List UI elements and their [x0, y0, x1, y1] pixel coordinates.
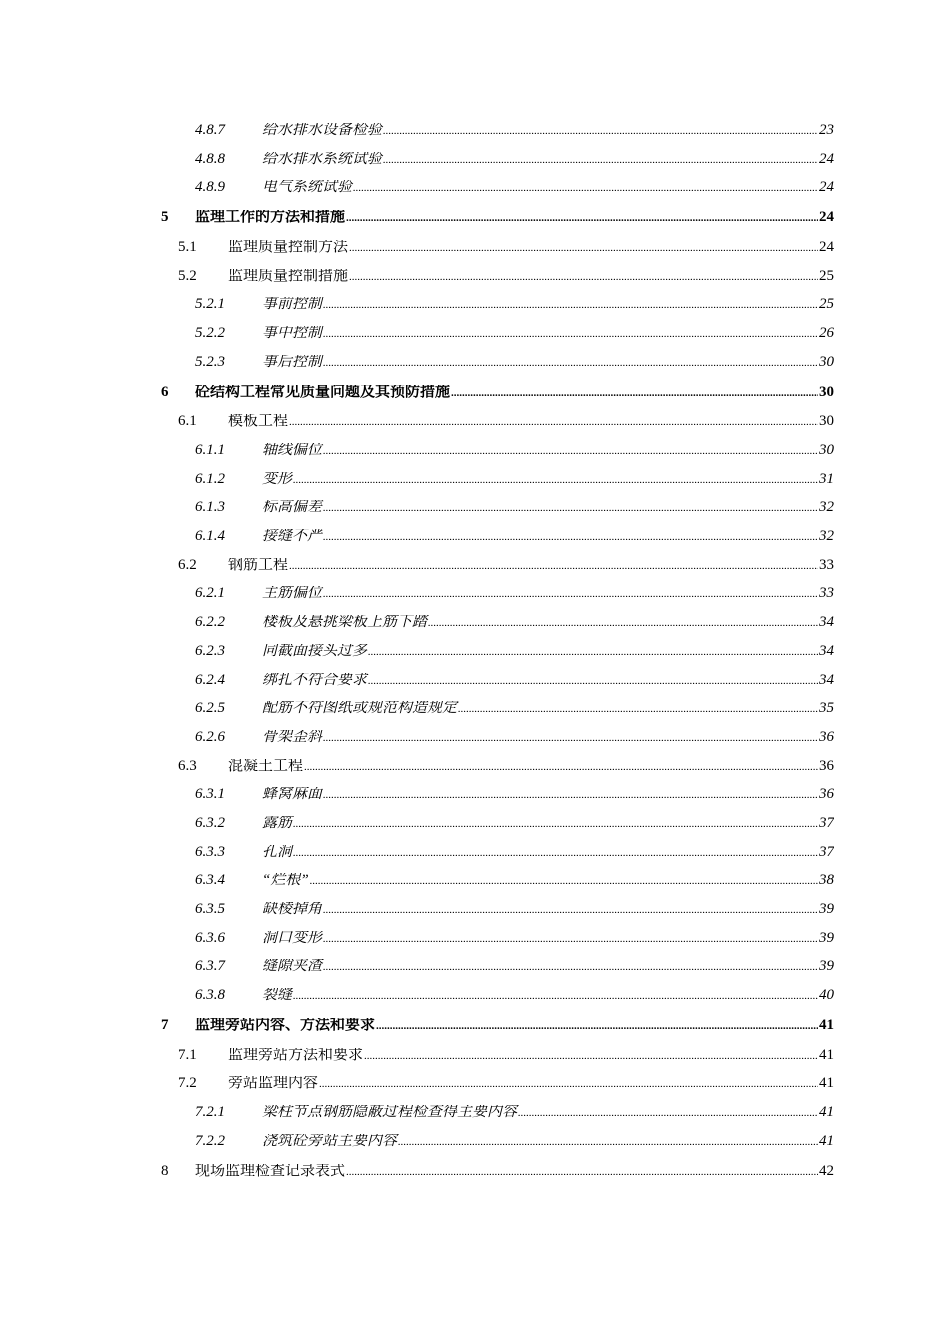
- toc-entry[interactable]: [0, 1010, 950, 1041]
- toc-entry-line: [262, 1134, 834, 1149]
- toc-entry[interactable]: [0, 1098, 950, 1127]
- toc-entry-number: 6.1.2: [195, 470, 225, 487]
- toc-entry-number: 4.8.8: [195, 150, 225, 167]
- toc-entry-line: [262, 500, 834, 515]
- toc-dot-leader: [451, 388, 818, 399]
- toc-entry-page-number: 30: [819, 384, 834, 400]
- toc-entry-number: 6.3: [178, 757, 197, 774]
- toc-entry-number: 5.1: [178, 238, 197, 255]
- toc-entry-line: [262, 787, 834, 802]
- toc-entry-page-number: 30: [819, 443, 834, 459]
- toc-entry-number: 6.2.2: [195, 614, 225, 631]
- toc-entry[interactable]: [0, 780, 950, 809]
- toc-entry-page-number: 24: [819, 180, 834, 196]
- toc-entry-number: 7.2.2: [195, 1132, 225, 1149]
- toc-entry-number: 6.1.4: [195, 528, 225, 545]
- toc-entry-line: [262, 644, 834, 659]
- toc-entry-page-number: 42: [819, 1163, 834, 1179]
- toc-entry-title: 监理旁站内容、方法和要求: [195, 1017, 376, 1033]
- toc-entry[interactable]: [0, 348, 950, 377]
- toc-entry-page-number: 41: [819, 1076, 834, 1092]
- toc-dot-leader: [398, 1137, 818, 1148]
- toc-entry-page-number: 41: [819, 1105, 834, 1121]
- toc-entry[interactable]: [0, 953, 950, 982]
- toc-entry-page-number: 37: [819, 844, 834, 860]
- toc-entry[interactable]: [0, 233, 950, 262]
- toc-entry[interactable]: [0, 551, 950, 580]
- toc-entry[interactable]: [0, 408, 950, 437]
- toc-entry-title: 现场监理检查记录表式: [195, 1163, 346, 1179]
- toc-entry-page-number: 24: [819, 239, 834, 255]
- toc-entry-line: [262, 816, 834, 831]
- toc-entry-title: 同截面接头过多: [262, 643, 368, 659]
- toc-entry-title: 钢筋工程: [228, 557, 289, 573]
- toc-entry-page-number: 39: [819, 959, 834, 975]
- toc-entry-title: 梁柱节点钢筋隐蔽过程检查得主要内容: [262, 1105, 518, 1121]
- toc-entry-title: 配筋不符图纸或规范构造规定: [262, 701, 458, 717]
- toc-entry-page-number: 24: [819, 210, 834, 226]
- toc-dot-leader: [323, 962, 818, 973]
- toc-entry-line: [195, 1018, 834, 1033]
- toc-dot-leader: [323, 300, 818, 311]
- toc-entry[interactable]: [0, 723, 950, 752]
- toc-entry-page-number: 26: [819, 325, 834, 341]
- toc-entry-page-number: 34: [819, 643, 834, 659]
- toc-entry-number: 6.2.5: [195, 700, 225, 717]
- toc-entry[interactable]: [0, 694, 950, 723]
- toc-entry-line: [262, 586, 834, 601]
- toc-entry-page-number: 36: [819, 758, 834, 774]
- toc-dot-leader: [368, 676, 818, 687]
- toc-entry-page-number: 23: [819, 122, 834, 138]
- toc-entry-line: [262, 472, 834, 487]
- toc-entry-title: 事中控制: [262, 325, 323, 341]
- toc-dot-leader: [353, 183, 818, 194]
- toc-entry-line: [262, 701, 834, 716]
- toc-entry-page-number: 25: [819, 268, 834, 284]
- toc-entry-page-number: 30: [819, 414, 834, 430]
- toc-dot-leader: [323, 733, 818, 744]
- toc-entry-line: [262, 152, 834, 167]
- toc-entry-title: 事后控制: [262, 354, 323, 370]
- toc-dot-leader: [518, 1108, 818, 1119]
- toc-entry-title: “烂根”: [262, 873, 309, 889]
- toc-entry[interactable]: [0, 494, 950, 523]
- toc-entry-line: [262, 730, 834, 745]
- toc-entry-number: 6.3.5: [195, 901, 225, 918]
- toc-entry-title: 电气系统试验: [262, 180, 353, 196]
- toc-entry-line: [262, 902, 834, 917]
- toc-dot-leader: [364, 1051, 818, 1062]
- toc-dot-leader: [349, 272, 818, 283]
- toc-entry-title: 骨架歪斜: [262, 729, 323, 745]
- toc-entry-number: 5.2.1: [195, 296, 225, 313]
- toc-entry[interactable]: [0, 895, 950, 924]
- toc-entry-line: [228, 558, 834, 573]
- toc-entry-title: 模板工程: [228, 414, 289, 430]
- toc-entry-title: 监理质量控制方法: [228, 239, 349, 255]
- toc-entry-line: [262, 443, 834, 458]
- toc-entry-title: 洞口变形: [262, 930, 323, 946]
- toc-dot-leader: [323, 934, 818, 945]
- toc-entry-number: 6.3.2: [195, 814, 225, 831]
- toc-entry-page-number: 34: [819, 615, 834, 631]
- toc-entry-line: [228, 759, 834, 774]
- toc-entry-line: [262, 326, 834, 341]
- toc-entry[interactable]: [0, 580, 950, 609]
- toc-entry-page-number: 39: [819, 930, 834, 946]
- toc-entry-line: [262, 931, 834, 946]
- toc-entry-number: 5: [161, 209, 169, 226]
- toc-entry-page-number: 24: [819, 151, 834, 167]
- toc-entry-number: 7: [161, 1016, 169, 1033]
- toc-entry-page-number: 33: [819, 586, 834, 602]
- toc-entry-number: 5.2.2: [195, 324, 225, 341]
- toc-entry[interactable]: [0, 1127, 950, 1156]
- toc-entry-line: [228, 240, 834, 255]
- toc-dot-leader: [428, 618, 818, 629]
- toc-entry-number: 6.3.4: [195, 872, 225, 889]
- toc-entry-number: 6.1: [178, 413, 197, 430]
- toc-entry-number: 6.2.6: [195, 728, 225, 745]
- toc-entry-number: 6.3.6: [195, 929, 225, 946]
- toc-entry-title: 事前控制: [262, 297, 323, 313]
- toc-entry[interactable]: [0, 666, 950, 695]
- toc-entry-line: [262, 615, 834, 630]
- toc-dot-leader: [323, 446, 818, 457]
- toc-entry-number: 5.2.3: [195, 353, 225, 370]
- toc-entry-title: 露筋: [262, 815, 293, 831]
- toc-entry[interactable]: [0, 377, 950, 408]
- toc-entry[interactable]: [0, 809, 950, 838]
- toc-dot-leader: [458, 704, 818, 715]
- toc-entry-page-number: 30: [819, 354, 834, 370]
- toc-entry-line: [228, 269, 834, 284]
- toc-entry-title: 给水排水设备检验: [262, 122, 383, 138]
- toc-entry-line: [262, 673, 834, 688]
- toc-entry-number: 6.2: [178, 556, 197, 573]
- toc-entry-page-number: 37: [819, 815, 834, 831]
- toc-entry-title: 缝隙夹渣: [262, 959, 323, 975]
- toc-entry-page-number: 31: [819, 471, 834, 487]
- toc-entry[interactable]: [0, 1070, 950, 1099]
- toc-entry-title: 蜂窝麻面: [262, 787, 323, 803]
- toc-dot-leader: [293, 991, 818, 1002]
- toc-entry-line: [195, 210, 834, 225]
- toc-entry[interactable]: [0, 838, 950, 867]
- toc-entry-number: 5.2: [178, 267, 197, 284]
- toc-entry-line: [262, 297, 834, 312]
- toc-dot-leader: [304, 762, 818, 773]
- toc-entry[interactable]: [0, 319, 950, 348]
- toc-entry-page-number: 41: [819, 1047, 834, 1063]
- toc-entry-page-number: 39: [819, 902, 834, 918]
- toc-entry-title: 浇筑砼旁站主要内容: [262, 1133, 398, 1149]
- toc-entry-line: [262, 1105, 834, 1120]
- toc-entry-number: 6.3.3: [195, 843, 225, 860]
- toc-entry-title: 孔洞: [262, 844, 293, 860]
- toc-dot-leader: [319, 1079, 818, 1090]
- toc-entry[interactable]: [0, 522, 950, 551]
- toc-entry[interactable]: [0, 145, 950, 174]
- toc-dot-leader: [323, 329, 818, 340]
- toc-dot-leader: [323, 790, 818, 801]
- toc-entry-number: 6.3.8: [195, 987, 225, 1004]
- toc-entry[interactable]: [0, 173, 950, 202]
- toc-entry-title: 裂缝: [262, 988, 293, 1004]
- toc-entry[interactable]: [0, 262, 950, 291]
- table-of-contents: [0, 116, 950, 1187]
- toc-entry-line: [262, 845, 834, 860]
- toc-entry-line: [228, 1048, 834, 1063]
- toc-dot-leader: [383, 155, 818, 166]
- toc-entry[interactable]: [0, 1041, 950, 1070]
- toc-entry[interactable]: [0, 465, 950, 494]
- toc-dot-leader: [289, 561, 818, 572]
- toc-entry-title: 标高偏差: [262, 500, 323, 516]
- toc-dot-leader: [289, 417, 818, 428]
- toc-entry-title: 缺棱掉角: [262, 902, 323, 918]
- toc-entry-page-number: 41: [819, 1017, 834, 1033]
- toc-dot-leader: [310, 876, 818, 887]
- toc-entry-title: 砼结构工程常见质量问题及其预防措施: [195, 384, 451, 400]
- toc-dot-leader: [323, 503, 818, 514]
- toc-entry-title: 混凝土工程: [228, 758, 304, 774]
- toc-dot-leader: [323, 589, 818, 600]
- toc-dot-leader: [323, 532, 818, 543]
- toc-entry-line: [262, 959, 834, 974]
- toc-entry[interactable]: [0, 637, 950, 666]
- toc-entry-number: 6: [161, 383, 169, 400]
- toc-entry-page-number: 38: [819, 873, 834, 889]
- toc-entry-line: [195, 385, 834, 400]
- toc-entry-title: 监理工作的方法和措施: [195, 210, 346, 226]
- toc-entry-title: 给水排水系统试验: [262, 151, 383, 167]
- toc-entry-number: 6.3.7: [195, 958, 225, 975]
- toc-dot-leader: [368, 647, 818, 658]
- toc-entry-title: 轴线偏位: [262, 443, 323, 459]
- toc-entry-line: [228, 414, 834, 429]
- toc-entry-page-number: 32: [819, 500, 834, 516]
- toc-dot-leader: [293, 819, 818, 830]
- toc-entry[interactable]: [0, 608, 950, 637]
- toc-entry-page-number: 35: [819, 701, 834, 717]
- toc-entry-page-number: 34: [819, 672, 834, 688]
- toc-entry-number: 6.1.3: [195, 499, 225, 516]
- toc-entry[interactable]: [0, 116, 950, 145]
- toc-entry-line: [262, 355, 834, 370]
- toc-entry[interactable]: [0, 867, 950, 896]
- toc-entry-line: [262, 988, 834, 1003]
- toc-entry-line: [262, 123, 834, 138]
- toc-entry-title: 变形: [262, 471, 293, 487]
- toc-dot-leader: [323, 358, 818, 369]
- toc-entry-title: 接缝不严: [262, 529, 323, 545]
- toc-entry-number: 7.2.1: [195, 1104, 225, 1121]
- toc-entry[interactable]: [0, 752, 950, 781]
- toc-entry-line: [262, 180, 834, 195]
- toc-entry-line: [262, 873, 834, 888]
- toc-entry-line: [228, 1076, 834, 1091]
- toc-entry-number: 6.1.1: [195, 442, 225, 459]
- toc-entry-page-number: 40: [819, 988, 834, 1004]
- toc-entry-number: 6.2.1: [195, 585, 225, 602]
- toc-dot-leader: [346, 213, 818, 224]
- toc-entry-title: 监理旁站方法和要求: [228, 1047, 364, 1063]
- toc-entry-number: 6.2.4: [195, 671, 225, 688]
- toc-entry-number: 4.8.7: [195, 121, 225, 138]
- toc-entry-title: 旁站监理内容: [228, 1076, 319, 1092]
- toc-entry-number: 7.1: [178, 1046, 197, 1063]
- toc-dot-leader: [293, 848, 818, 859]
- toc-entry-number: 8: [161, 1162, 169, 1179]
- toc-entry[interactable]: [0, 981, 950, 1010]
- toc-entry-line: [262, 529, 834, 544]
- toc-dot-leader: [293, 475, 818, 486]
- toc-entry-page-number: 33: [819, 557, 834, 573]
- toc-entry-page-number: 36: [819, 729, 834, 745]
- toc-entry[interactable]: [0, 202, 950, 233]
- toc-entry-page-number: 36: [819, 787, 834, 803]
- toc-dot-leader: [349, 243, 818, 254]
- toc-entry-page-number: 25: [819, 297, 834, 313]
- toc-entry-title: 绑扎不符合要求: [262, 672, 368, 688]
- toc-entry[interactable]: [0, 924, 950, 953]
- toc-entry[interactable]: [0, 1156, 950, 1187]
- toc-entry-number: 6.3.1: [195, 786, 225, 803]
- toc-dot-leader: [346, 1167, 818, 1178]
- toc-entry-number: 7.2: [178, 1075, 197, 1092]
- toc-entry-page-number: 32: [819, 529, 834, 545]
- toc-entry-title: 主筋偏位: [262, 586, 323, 602]
- toc-entry[interactable]: [0, 436, 950, 465]
- toc-entry-title: 楼板及悬挑梁板上筋下踏: [262, 615, 428, 631]
- toc-entry-line: [195, 1164, 834, 1179]
- toc-dot-leader: [376, 1021, 818, 1032]
- toc-entry-title: 监理质量控制措施: [228, 268, 349, 284]
- toc-dot-leader: [383, 126, 818, 137]
- toc-entry[interactable]: [0, 290, 950, 319]
- toc-entry-number: 6.2.3: [195, 642, 225, 659]
- toc-entry-page-number: 41: [819, 1133, 834, 1149]
- toc-dot-leader: [323, 905, 818, 916]
- toc-entry-number: 4.8.9: [195, 179, 225, 196]
